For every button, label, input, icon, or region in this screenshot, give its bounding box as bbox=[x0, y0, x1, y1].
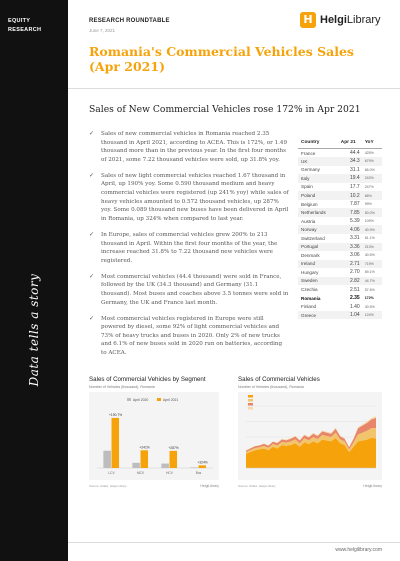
segment-bar-chart-svg bbox=[89, 392, 219, 480]
cell-value: 2.82 bbox=[338, 277, 362, 286]
table-row bbox=[298, 243, 382, 252]
cell-yoy: 40.5% bbox=[364, 253, 375, 258]
legend-swatch bbox=[248, 403, 253, 406]
check-icon: ✓ bbox=[89, 230, 95, 238]
column-header-value: Apr 21 bbox=[338, 140, 362, 149]
cell-country: Czechia bbox=[301, 287, 318, 293]
chart-title: Sales of Commercial Vehicles by Segment bbox=[89, 376, 206, 383]
cell-country: Hungary bbox=[301, 269, 319, 275]
tick-label: MCV bbox=[136, 471, 145, 475]
check-icon: ✓ bbox=[89, 314, 95, 322]
cell-country: Spain bbox=[301, 184, 313, 190]
table-row bbox=[298, 260, 382, 269]
legend-swatch bbox=[248, 407, 253, 410]
cell-country: Ireland bbox=[298, 260, 338, 269]
legend-swatch bbox=[248, 395, 253, 398]
sales-area-chart bbox=[238, 376, 382, 488]
cell-value: 1.40 bbox=[349, 303, 360, 310]
table-row bbox=[298, 149, 382, 158]
cell-yoy: 109% bbox=[364, 219, 374, 224]
bullet-text: Most commercial vehicles (44.4 thousand) were sold in France, followed by the UK (34.3 thousand) and Germany (31.1 thousand). Most buses and coaches above 3.5 tonnes were sold in Germany, the UK and France last month. bbox=[101, 273, 289, 306]
table-row bbox=[298, 294, 382, 303]
table-row bbox=[298, 285, 382, 294]
bullet-item bbox=[89, 273, 289, 307]
cell-yoy: 50.0% bbox=[362, 208, 382, 217]
tick-label: HCV bbox=[166, 471, 173, 475]
tick-label: LCV bbox=[108, 471, 115, 475]
cell-value: 17.7 bbox=[349, 183, 360, 190]
chart-source: Source: ACEA, Helgi Library bbox=[238, 484, 276, 488]
column-header-yoy: YoY bbox=[362, 140, 382, 149]
legend-swatch bbox=[248, 399, 253, 402]
cell-country: Norway bbox=[298, 225, 338, 234]
bullet-list bbox=[89, 130, 289, 365]
table-row bbox=[298, 208, 382, 217]
category-line-2: RESEARCH bbox=[8, 27, 42, 33]
table-row bbox=[298, 311, 382, 320]
cell-value: 1.04 bbox=[338, 311, 362, 320]
cell-country: Netherlands bbox=[298, 208, 338, 217]
cell-yoy: 172% bbox=[364, 296, 374, 301]
logo-wordmark bbox=[320, 14, 381, 26]
cell-country: Italy bbox=[298, 174, 338, 183]
bar bbox=[103, 451, 111, 468]
table-row bbox=[298, 225, 382, 234]
table-row bbox=[298, 277, 382, 286]
footer-divider bbox=[68, 542, 400, 543]
section-kicker: RESEARCH ROUNDTABLE bbox=[89, 18, 170, 24]
cell-value: 2.35 bbox=[349, 295, 360, 302]
bullet-item bbox=[89, 172, 289, 224]
chart-subtitle: Number of Vehicles (thousand), Romania bbox=[89, 385, 155, 389]
chart-title: Sales of Commercial Vehicles bbox=[238, 376, 320, 383]
cell-value: 7.85 bbox=[338, 208, 362, 217]
column-header-country: Country bbox=[298, 140, 338, 149]
cell-yoy: 213% bbox=[362, 243, 382, 252]
bullet-item bbox=[89, 315, 289, 358]
table-row bbox=[298, 234, 382, 243]
data-label: +190.7% bbox=[109, 412, 123, 417]
bar bbox=[190, 467, 198, 468]
sidebar bbox=[0, 0, 68, 561]
cell-value: 3.31 bbox=[349, 235, 360, 242]
sales-area-chart-svg bbox=[238, 392, 382, 480]
cell-country: Portugal bbox=[298, 243, 338, 252]
data-label: +287% bbox=[168, 445, 179, 450]
data-label: +241% bbox=[139, 445, 150, 450]
cell-yoy: 243% bbox=[362, 174, 382, 183]
table-row bbox=[298, 251, 382, 260]
segment-bar-chart bbox=[89, 376, 219, 488]
check-icon: ✓ bbox=[89, 130, 95, 137]
table-row bbox=[298, 217, 382, 226]
cell-yoy: 40.9% bbox=[362, 225, 382, 234]
check-icon: ✓ bbox=[89, 171, 95, 179]
cell-yoy: 425% bbox=[364, 151, 374, 156]
legend-swatch bbox=[127, 398, 131, 401]
chart-brand: HelgiLibrary bbox=[363, 484, 382, 488]
chart-subtitle: Number of Vehicles (thousand), Romania bbox=[238, 385, 304, 389]
cell-country: Switzerland bbox=[301, 235, 325, 241]
cell-country: Romania bbox=[301, 295, 321, 301]
cell-yoy: 57.6% bbox=[364, 287, 375, 292]
cell-yoy: 66.0% bbox=[364, 167, 375, 172]
bar bbox=[132, 463, 140, 468]
cell-yoy: 40.5% bbox=[364, 304, 375, 309]
cell-value: 2.51 bbox=[349, 286, 360, 293]
cell-yoy: 99% bbox=[364, 202, 372, 207]
cell-country: France bbox=[301, 150, 316, 156]
bullet-text: In Europe, sales of commercial vehicles grew 200% to 213 thousand in April. Within the first four months of the year, the increase reached 31.8% to 7.22 thousand new vehicles were registered. bbox=[101, 231, 278, 264]
cell-country: Poland bbox=[298, 191, 338, 200]
cell-value: 34.3 bbox=[338, 157, 362, 166]
chart-brand: HelgiLibrary bbox=[200, 484, 219, 488]
table-row bbox=[298, 183, 382, 192]
cell-yoy: 124% bbox=[362, 311, 382, 320]
divider bbox=[68, 88, 400, 89]
logo-mark-icon: H bbox=[300, 12, 316, 28]
bar bbox=[199, 465, 207, 468]
cell-value: 19.4 bbox=[338, 174, 362, 183]
table-row bbox=[298, 174, 382, 183]
cell-value: 7.87 bbox=[349, 201, 360, 208]
cell-value: 5.39 bbox=[349, 218, 360, 225]
data-label: +324% bbox=[197, 460, 208, 465]
cell-country: UK bbox=[298, 157, 338, 166]
table-row bbox=[298, 268, 382, 277]
bullet-item bbox=[89, 231, 289, 265]
cell-yoy: 247% bbox=[364, 184, 374, 189]
cell-value: 10.2 bbox=[338, 191, 362, 200]
bar bbox=[161, 464, 169, 468]
bar bbox=[112, 418, 120, 468]
cell-country: Belgium bbox=[301, 201, 318, 207]
logo-name-bold: Helgi bbox=[320, 14, 347, 26]
cell-yoy: 66% bbox=[362, 191, 382, 200]
helgilibrary-logo[interactable] bbox=[300, 12, 381, 28]
country-sales-table bbox=[298, 140, 382, 319]
bar bbox=[141, 450, 149, 468]
table-row bbox=[298, 200, 382, 209]
cell-country: Denmark bbox=[301, 252, 320, 258]
cell-country: Austria bbox=[301, 218, 316, 224]
bullet-text: Sales of new light commercial vehicles reached 1.67 thousand in April, up 190% yoy. Some 0.590 thousand medium and heavy commercial vehicles were registered (up 241% yoy) while sales of heavy vehicles amounted to 0.572 thousand vehicles, up 287% yoy. Some 0.089 thousand new buses have been delivered in April in Romania, up 324% when compared to last year. bbox=[101, 172, 289, 222]
cell-value: 44.4 bbox=[349, 150, 360, 157]
legend-label: April 2020 bbox=[133, 398, 149, 402]
table-row bbox=[298, 157, 382, 166]
cell-country: Finland bbox=[301, 304, 317, 310]
tick-label: Bus bbox=[195, 471, 202, 475]
cell-value: 31.1 bbox=[349, 166, 360, 173]
cell-value: 2.70 bbox=[349, 269, 360, 276]
table-row bbox=[298, 166, 382, 175]
bullet-text: Most commercial vehicles registered in Europe were still powered by diesel, some 92% of light commercial vehicles and 73% of heavy trucks and buses in 2020. Only 2% of new trucks and 6.1% of new buses sold in 2020 run on batteries, according to ACEA. bbox=[101, 315, 283, 357]
category-line-1: EQUITY bbox=[8, 18, 31, 24]
bar bbox=[170, 451, 178, 468]
cell-yoy: 719% bbox=[362, 260, 382, 269]
table-row bbox=[298, 191, 382, 200]
cell-value: 2.71 bbox=[338, 260, 362, 269]
cell-country: Greece bbox=[298, 311, 338, 320]
bullet-item bbox=[89, 130, 289, 164]
page-title: Romania's Commercial Vehicles Sales (Apr 2021) bbox=[89, 44, 354, 74]
logo-name-rest: Library bbox=[346, 14, 381, 26]
bullet-text: Sales of new commercial vehicles in Romania reached 2.35 thousand in April 2021, according to ACEA. This is 172%, or 1.49 thousand more than in the previous year. In the first four months of 2021, some 7.22 thousand vehicles were sold, up 31.8% yoy. bbox=[101, 131, 287, 163]
section-headline: Sales of New Commercial Vehicles rose 172% in Apr 2021 bbox=[89, 104, 361, 115]
legend-swatch bbox=[157, 398, 161, 401]
table-header-row bbox=[298, 140, 382, 149]
cell-value: 4.06 bbox=[338, 225, 362, 234]
cell-value: 3.06 bbox=[349, 252, 360, 259]
legend-label: April 2021 bbox=[163, 398, 179, 402]
cell-country: Sweden bbox=[298, 277, 338, 286]
publish-date: June 7, 2021 bbox=[89, 28, 116, 33]
cell-yoy: 69.1% bbox=[364, 270, 375, 275]
cell-yoy: 44.7% bbox=[362, 277, 382, 286]
chart-source: Source: ACEA, Helgi Library bbox=[89, 484, 127, 488]
cell-country: Germany bbox=[301, 167, 320, 173]
sidebar-slogan: Data tells a story bbox=[27, 273, 41, 387]
check-icon: ✓ bbox=[89, 272, 95, 280]
cell-yoy: 61.1% bbox=[364, 236, 375, 241]
table-row bbox=[298, 302, 382, 311]
footer-url[interactable]: www.helgilibrary.com bbox=[335, 547, 382, 553]
cell-yoy: 679% bbox=[362, 157, 382, 166]
cell-value: 3.36 bbox=[338, 243, 362, 252]
